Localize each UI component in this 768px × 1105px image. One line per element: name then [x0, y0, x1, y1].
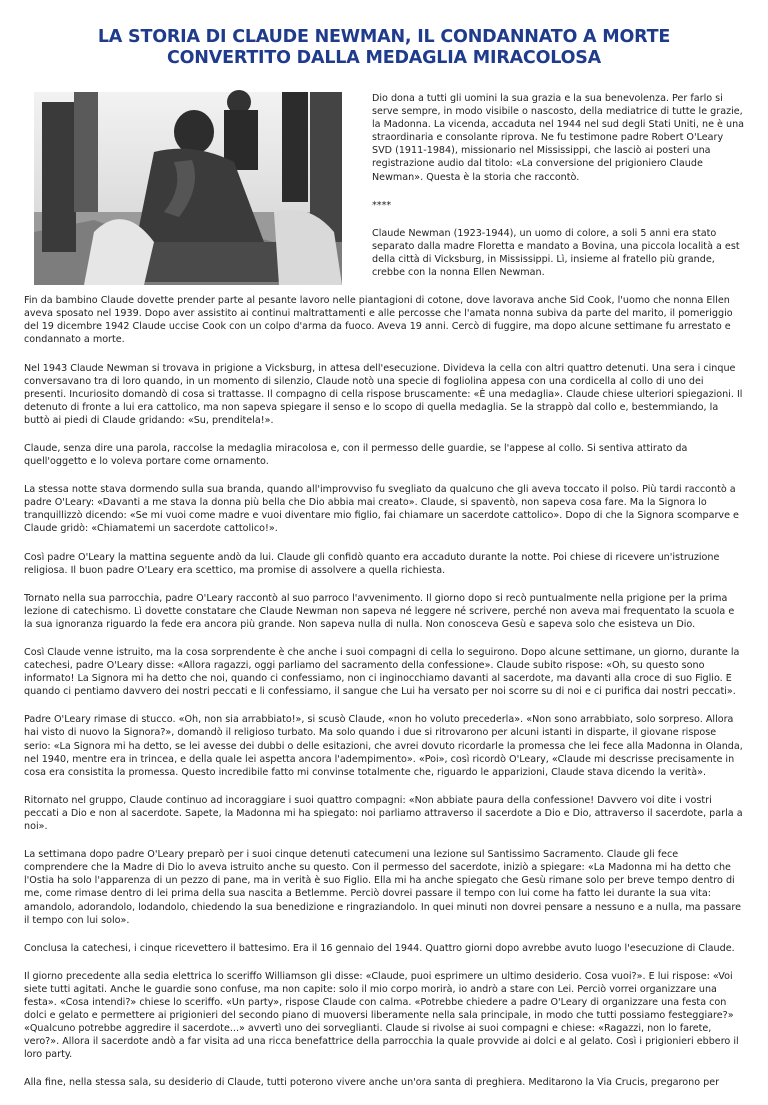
article-body [24, 92, 745, 1105]
paragraph-11: Ritornato nel gruppo, Claude continuo ad incoraggiare i suoi quattro compagni: «Non abbiate paura della confessione! Davvero voi dite i vostri peccati a Dio e non al sacerdote. Sapete, la Madonna mi ha spiegato: noi parliamo attraverso il sacerdote a Dio e Dio, attraverso il sacerdote, parla a noi». [24, 794, 743, 833]
paragraph-4: Nel 1943 Claude Newman si trovava in prigione a Vicksburg, in attesa dell'esecuzione. Divideva la cella con altri quattro detenuti. Una sera i cinque conversavano tra di loro quando, in un momento di silenzio, Claude notò una specie di fogliolina appesa con una cordicella al collo di uno dei presenti. Incuriosito domandò di cosa si trattasse. Il compagno di cella rispose bruscamente: «È una medaglia». Claude chiese ulteriori spiegazioni. Il detenuto di fronte a lui era cattolico, ma non sapeva spiegare il senso e lo scopo di quella medaglia. Se la strappò dal collo e, bestemmiando, la buttò ai piedi di Claude gridando: «Su, prenditela!». [24, 362, 743, 426]
paragraph-3: Fin da bambino Claude dovette prender parte al pesante lavoro nelle piantagioni di cotone, dove lavorava anche Sid Cook, l'uomo che nonna Ellen aveva sposato nel 1939. Dopo aver assistito ai continui maltrattamenti e alle percosse che l'amata nonna subiva da parte del marito, il pomeriggio del 19 dicembre 1942 Claude uccise Cook con un colpo d'arma da fuoco. Aveva 19 anni. Cercò di fuggire, ma dopo alcune settimane fu arrestato e condannato a morte. [24, 295, 733, 346]
historical-photo-image [34, 92, 342, 285]
title-line-2: CONVERTITO DALLA MEDAGLIA MIRACOLOSA [166, 48, 602, 68]
paragraph-10: Padre O'Leary rimase di stucco. «Oh, non sia arrabbiato!», si scusò Claude, «non ho voluto precederla». «Non sono arrabbiato, solo sorpreso. Allora hai visto di nuovo la Signora?», domandò il religioso turbato. Ma solo quando i due si ritrovarono per alcuni istanti in disparte, il giovane rispose serio: «La Signora mi ha detto, se lei avesse dei dubbi o delle esitazioni, che avrei dovuto ricordarle la promessa che lei fece alla Madonna in Olanda, nel 1940, mentre era in trincea, e della quale lei aspetta ancora l'adempimento». «Poi», così ricordò O'Leary, «Claude mi descrisse precisamente in cosa era consistita la promessa. Questo incredibile fatto mi convinse totalmente che, riguardo le apparizioni, Claude stava dicendo la verità». [24, 714, 743, 778]
document-title [0, 0, 768, 69]
article-photo [34, 92, 342, 285]
paragraph-15: Alla fine, nella stessa sala, su desiderio di Claude, tutti poterono vivere anche un'ora santa di preghiera. Meditarono la Via Crucis, pregarono per [24, 1077, 720, 1089]
paragraph-6: La stessa notte stava dormendo sulla sua branda, quando all'improvviso fu svegliato da qualcuno che gli aveva toccato il polso. Più tardi raccontò a padre O'Leary: «Davanti a me stava la donna più bella che Dio abbia mai creato». Claude, si spaventò, non sapeva cosa fare. Ma la Signora lo tranquillizzò dicendo: «Se mi vuoi come madre e vuoi diventare mio figlio, fai chiamare un sacerdote cattolico». Dopo di che la Signora scomparve e Claude gridò: «Chiamatemi un sacerdote cattolico!». [24, 484, 739, 535]
paragraph-13: Conclusa la catechesi, i cinque ricevettero il battesimo. Era il 16 gennaio del 1944. Quattro giorni dopo avrebbe avuto luogo l'esecuzione di Claude. [24, 942, 735, 954]
paragraph-8: Tornato nella sua parrocchia, padre O'Leary raccontò al suo parroco l'avvenimento. Il giorno dopo si recò puntualmente nella prigione per la prima lezione di catechismo. Lì dovette constatare che Claude Newman non sapeva né leggere né scrivere, perché non aveva mai frequentato la scuola e la sua ignoranza riguardo la fede era ancora più grande. Non sapeva nulla di nulla. Non conosceva Gesù e sapeva solo che esisteva un Dio. [24, 592, 735, 630]
paragraph-14: Il giorno precedente alla sedia elettrica lo sceriffo Williamson gli disse: «Claude, puoi esprimere un ultimo desiderio. Cosa vuoi?». E lui rispose: «Voi siete tutti agitati. Anche le guardie sono confuse, ma non capite: solo il mio corpo morirà, io andrò a stare con Lei. Perciò vorrei organizzare una festa». «Cosa intendi?» chiese lo sceriffo. «Un party», rispose Claude con calma. «Potrebbe chiedere a padre O'Leary di organizzare una festa con dolci e gelato e permettere ai prigionieri del secondo piano di muoversi liberamente nella sala principale, in modo che tutti possiamo festeggiare?» «Qualcuno potrebbe aggredire il sacerdote...» avvertì uno dei sorveglianti. Claude si rivolse ai suoi compagni e chiese: «Ragazzi, non lo farete, vero?». Allora il sacerdote andò a far visita ad una ricca benefattrice della parrocchia la quale provvide ai dolci e al gelato. Così i prigionieri ebbero il loro party. [24, 970, 739, 1061]
paragraph-9: Così Claude venne istruito, ma la cosa sorprendente è che anche i suoi compagni di cella lo seguirono. Dopo alcune settimane, un giorno, durante la catechesi, padre O'Leary disse: «Allora ragazzi, oggi parliamo del sacramento della confessione». Claude subito rispose: «Oh, su questo sono informato! La Signora mi ha detto che noi, quando ci confessiamo, non ci inginocchiamo davanti al sacerdote, ma davanti alla croce di suo Figlio. E quando ci pentiamo davvero dei nostri peccati e li confessiamo, il sangue che Lui ha versato per noi scorre su di noi e ci purifica dai nostri peccati». [24, 647, 740, 698]
paragraph-12: La settimana dopo padre O'Leary preparò per i suoi cinque detenuti catecumeni una lezione sul Santissimo Sacramento. Claude gli fece comprendere che la Madre di Dio lo aveva istruito anche su questo. Con il permesso del sacerdote, iniziò a spiegare: «La Madonna mi ha detto che l'Ostia ha solo l'apparenza di un pezzo di pane, ma in verità è suo Figlio. Ella mi ha anche spiegato che Gesù rimane solo per breve tempo dentro di me, come rimase dentro di lei prima della sua nascita a Betlemme. Perciò dovrei passare il tempo con lui come ha fatto lei durante la sua vita: amandolo, adorandolo, lodandolo, chiedendo la sua benedizione e ringraziandolo. In quei minuti non dovrei pensare a nessuno e a nulla, ma passare il tempo con lui solo». [24, 849, 742, 926]
paragraph-2: Claude Newman (1923-1944), un uomo di colore, a soli 5 anni era stato separato dalla madre Floretta e mandato a Bovina, una piccola località a est della città di Vicksburg, in Mississippi. Lì, insieme al fratello più grande, crebbe con la nonna Ellen Newman. [372, 227, 740, 279]
title-line-1: LA STORIA DI CLAUDE NEWMAN, IL CONDANNATO A MORTE [97, 27, 671, 47]
paragraph-1: Dio dona a tutti gli uomini la sua grazia e la sua benevolenza. Per farlo si serve sempre, in modo visibile o nascosto, della mediatrice di tutte le grazie, la Madonna. La vicenda, accaduta nel 1944 nel sud degli Stati Uniti, ne è una straordinaria e consolante riprova. Ne fu testimone padre Robert O'Leary SVD (1911-1984), missionario nel Mississippi, che lasciò ai posteri una registrazione audio dal titolo: «La conversione del prigioniero Claude Newman». Questa è la storia che raccontò. [372, 93, 745, 183]
paragraph-7: Così padre O'Leary la mattina seguente andò da lui. Claude gli confidò quanto era accaduto durante la notte. Poi chiese di ricevere un'istruzione religiosa. Il buon padre O'Leary era scettico, ma promise di assolvere a quella richiesta. [24, 551, 720, 576]
paragraph-separator: **** [372, 199, 392, 211]
paragraph-5: Claude, senza dire una parola, raccolse la medaglia miracolosa e, con il permesso delle guardie, se l'appese al collo. Si sentiva attirato da quell'oggetto e lo voleva portare come ornamento. [24, 442, 688, 468]
